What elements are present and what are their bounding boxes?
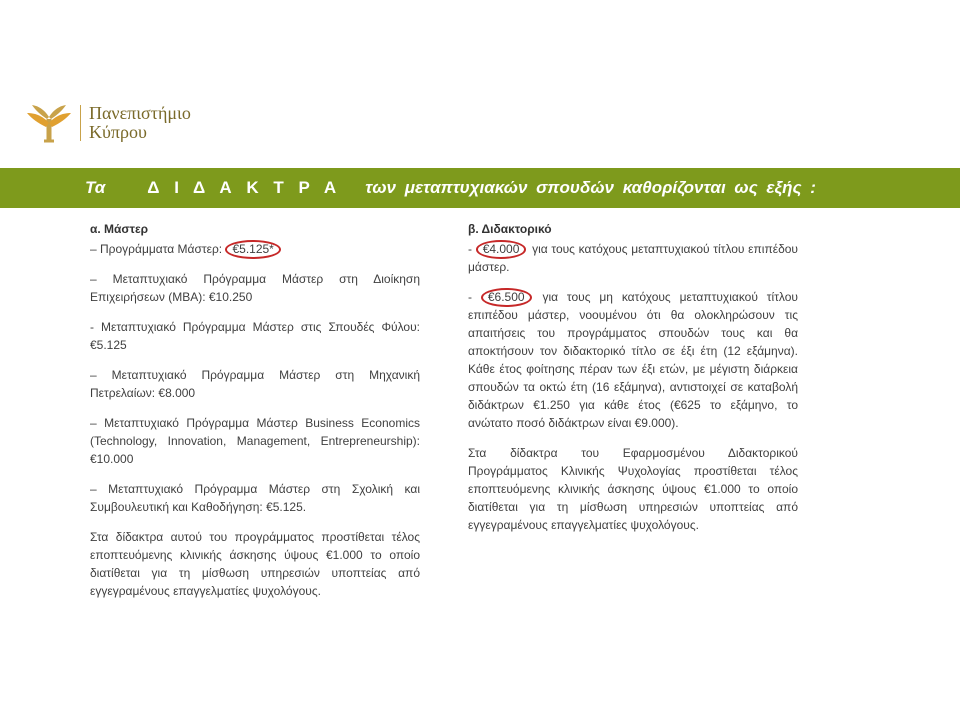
doctoral-item-prefix: - [468,242,476,256]
masters-item [90,240,420,258]
doctoral-item [468,240,798,276]
logo-divider [80,105,81,141]
circled-fee: €4.000 [476,240,527,259]
masters-title: α. Μάστερ [90,222,149,236]
doctoral-note: Στα δίδακτρα του Εφαρμοσμένου Διδακτορικού Προγράμματος Κλινικής Ψυχολογίας προστίθεται τέλος εποπτευόμενης κλινικής άσκησης ύψους €1.000 το οποίο διατίθεται για τη μίσθωση υπηρεσιών υποπτείας από εγγεγραμένους επαγγελματίες ψυχολόγους. [468,446,798,532]
doctoral-title: β. Διδακτορικό [468,222,552,236]
doctoral-column [468,220,798,544]
university-logo [24,103,191,143]
masters-column [90,220,420,610]
title-banner [0,168,960,208]
masters-item: – Μεταπτυχιακό Πρόγραμμα Μάστερ στη Μηχανική Πετρελαίων: €8.000 [90,368,420,400]
doctoral-item-text: για τους κατόχους μεταπτυχιακού τίτλου επιπέδου μάστερ. [468,242,798,274]
logo-line-2: Κύπρου [89,122,147,142]
circled-fee: €5.125* [225,240,280,259]
masters-item: – Μεταπτυχιακό Πρόγραμμα Μάστερ Business Economics (Technology, Innovation, Management, Entrepreneurship): €10.000 [90,416,420,466]
masters-item: – Μεταπτυχιακό Πρόγραμμα Μάστερ στη Διοίκηση Επιχειρήσεων (MBA): €10.250 [90,272,420,304]
doctoral-item-prefix: - [468,290,481,304]
masters-item: - Μεταπτυχιακό Πρόγραμμα Μάστερ στις Σπουδές Φύλου: €5.125 [90,320,420,352]
masters-note: Στα δίδακτρα αυτού του προγράμματος προστίθεται τέλος εποπτευόμενης κλινικής άσκησης ύψους €1.000 το οποίο διατίθεται για τη μίσθωση υπηρεσιών υποπτείας από εγγεγραμένους επαγγελματίες ψυχολόγους. [90,530,420,598]
doctoral-item [468,288,798,432]
banner-prefix: Τα [85,178,106,197]
doctoral-item-text: για τους μη κατόχους μεταπτυχιακού τίτλου επιπέδου μάστερ, νοουμένου ότι θα ολοκληρώσουν τις απαιτήσεις του προγράμματος σπουδών τους και θα αποκτήσουν τον διδακτορικό τίτλο σε έξι έτη (12 εξάμηνα). Κάθε έτος φοίτησης πέραν των έξι ετών, με μέγιστη διάρκεια σπουδών τα οκτώ έτη (16 εξάμηνα), αντιστοιχεί σε καταβολή διδάκτρων €1.250 για κάθε έτος (€625 το εξάμηνο, το ανώτατο ποσό διδάκτρων είναι €9.000). [468,290,798,430]
banner-rest: των μεταπτυχιακών σπουδών καθορίζονται ως εξής : [365,178,816,197]
logo-line-1: Πανεπιστήμιο [89,103,191,123]
tree-emblem-icon [24,103,74,143]
masters-item: – Μεταπτυχιακό Πρόγραμμα Μάστερ στη Σχολική και Συμβουλευτική και Καθοδήγηση: €5.125. [90,482,420,514]
logo-wordmark [89,104,191,142]
banner-emphasis: Δ Ι Δ Α Κ Τ Ρ Α [147,178,342,197]
circled-fee: €6.500 [481,288,532,307]
masters-item-text: – Προγράμματα Μάστερ: [90,242,226,256]
